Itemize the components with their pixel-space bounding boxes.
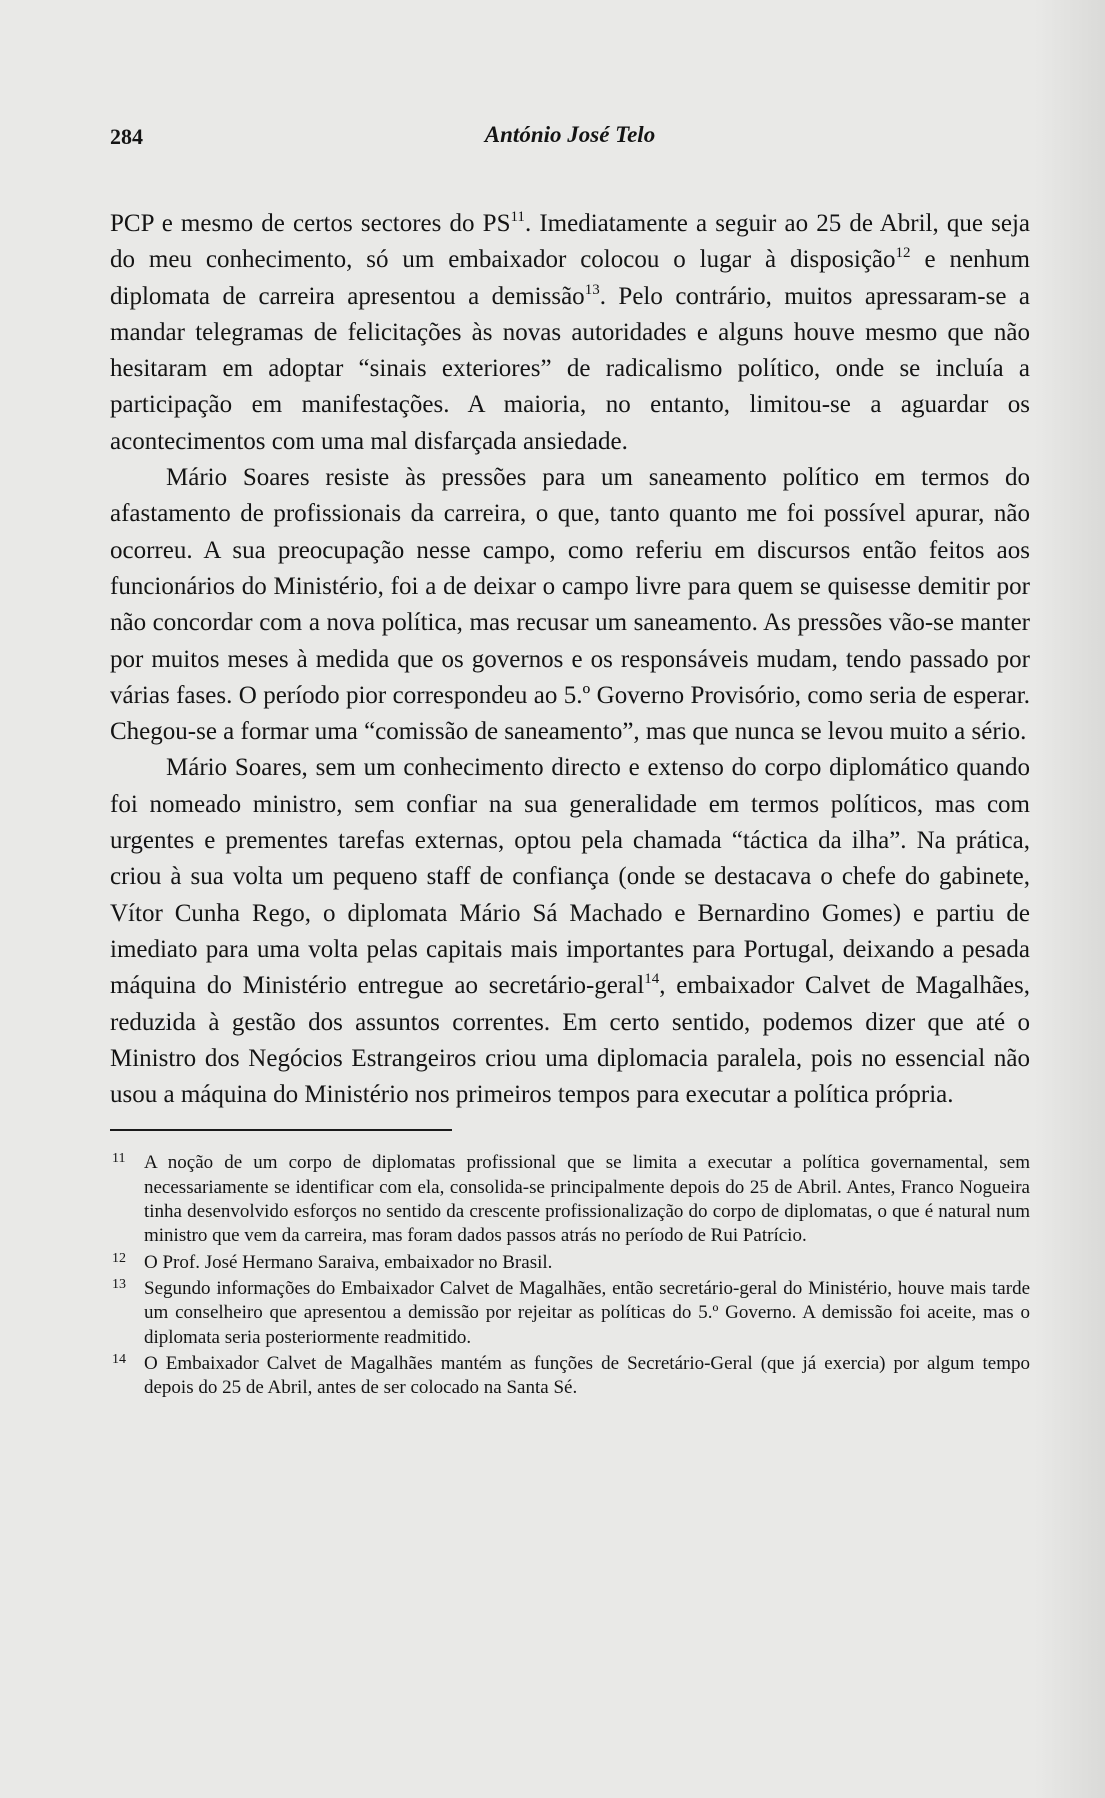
footnote-reference: 11 bbox=[510, 209, 525, 225]
footnotes bbox=[110, 1151, 1030, 1400]
footnote-number: 12 bbox=[112, 1250, 126, 1266]
footnote-reference: 14 bbox=[644, 971, 660, 988]
book-page bbox=[110, 118, 1030, 1402]
footnote-text: O Embaixador Calvet de Magalhães mantém as funções de Secretário-Geral (que já exercia) por algum tempo depois do 25 de Abril, antes de ser colocado na Santa Sé. bbox=[144, 1352, 1030, 1399]
body-paragraph bbox=[110, 206, 1030, 460]
page-edge-shadow bbox=[1035, 0, 1105, 1798]
text-run: , embaixador Calvet de Magalhães, reduzida à gestão dos assuntos correntes. Em certo sentido, podemos dizer que até o Ministro dos Negócios Estrangeiros criou uma diplomacia paralela, pois no essencial não usou a máquina do Ministério nos primeiros tempos para executar a política própria. bbox=[110, 972, 1030, 1109]
body-paragraph bbox=[110, 750, 1030, 1113]
footnote bbox=[110, 1151, 1030, 1248]
text-run: . Pelo contrário, muitos apressaram-se a mandar telegramas de felicitações às novas autoridades e alguns houve mesmo que não hesitaram em adoptar “sinais exteriores” de radicalismo político, onde se incluía a participação em manifestações. A maioria, no entanto, limitou-se a aguardar os acontecimentos com uma mal disfarçada ansiedade. bbox=[110, 282, 1030, 455]
text-run: Mário Soares, sem um conhecimento directo e extenso do corpo diplomático quando foi nomeado ministro, sem confiar na sua generalidade em termos políticos, mas com urgentes e prementes tarefas externas, optou pela chamada “táctica da ilha”. Na prática, criou à sua volta um pequeno staff de confiança (onde se destacava o chefe do gabinete, Vítor Cunha Rego, o diplomata Mário Sá Machado e Bernardino Gomes) e partiu de imediato para uma volta pelas capitais mais importantes para Portugal, deixando a pesada máquina do Ministério entregue ao secretário-geral bbox=[110, 754, 1030, 1000]
body-text bbox=[110, 206, 1030, 1113]
footnote-number: 14 bbox=[112, 1351, 126, 1367]
text-run: e nenhum diplomata de carreira apresentou a demissão bbox=[110, 246, 1031, 310]
footnote bbox=[110, 1277, 1030, 1350]
text-run: . Imediatamente a seguir ao 25 de Abril, que seja do meu conhecimento, só um embaixador colocou o lugar à disposição bbox=[110, 210, 1030, 274]
footnote-text: O Prof. José Hermano Saraiva, embaixador no Brasil. bbox=[144, 1251, 553, 1273]
footnote-number: 11 bbox=[112, 1151, 126, 1167]
footnote-number: 13 bbox=[112, 1276, 126, 1292]
body-paragraph bbox=[110, 460, 1030, 750]
footnote-text: A noção de um corpo de diplomatas profissional que se limita a executar a política governamental, sem necessariamente se identificar com ela, consolida-se principalmente depois do 25 de Abril. Antes, Franco Nogueira tinha desenvolvido esforços no sentido da crescente profissionalização do corpo de diplomatas, o que é natural num ministro que vem da carreira, mas foram dados passos atrás no período de Rui Patrício. bbox=[144, 1152, 1030, 1247]
footnote bbox=[110, 1352, 1030, 1401]
text-run: PCP e mesmo de certos sectores do PS bbox=[110, 210, 511, 237]
footnote-reference: 12 bbox=[895, 245, 911, 262]
footnote-rule bbox=[110, 1129, 452, 1131]
footnote-reference: 13 bbox=[584, 281, 600, 298]
text-run: Mário Soares resiste às pressões para um saneamento político em termos do afastamento de profissionais da carreira, o que, tanto quanto me foi possível apurar, não ocorreu. A sua preocupação nesse campo, como referiu em discursos então feitos aos funcionários do Ministério, foi a de deixar o campo livre para quem se quisesse demitir por não concordar com a nova política, mas recusar um saneamento. As pressões vão-se manter por muitos meses à medida que os governos e os responsáveis mudam, tendo passado por várias fases. O período pior correspondeu ao 5.º Governo Provisório, como seria de esperar. Chegou-se a formar uma “comissão de saneamento”, mas que nunca se levou muito a sério. bbox=[110, 464, 1030, 746]
running-head bbox=[110, 118, 1030, 158]
footnote bbox=[110, 1251, 1030, 1275]
footnote-text: Segundo informações do Embaixador Calvet de Magalhães, então secretário-geral do Ministério, houve mais tarde um conselheiro que apresentou a demissão por rejeitar as políticas do 5.º Governo. A demissão foi aceite, mas o diplomata seria posteriormente readmitido. bbox=[144, 1277, 1030, 1348]
page-number: 284 bbox=[110, 124, 143, 149]
running-title: António José Telo bbox=[484, 122, 656, 147]
